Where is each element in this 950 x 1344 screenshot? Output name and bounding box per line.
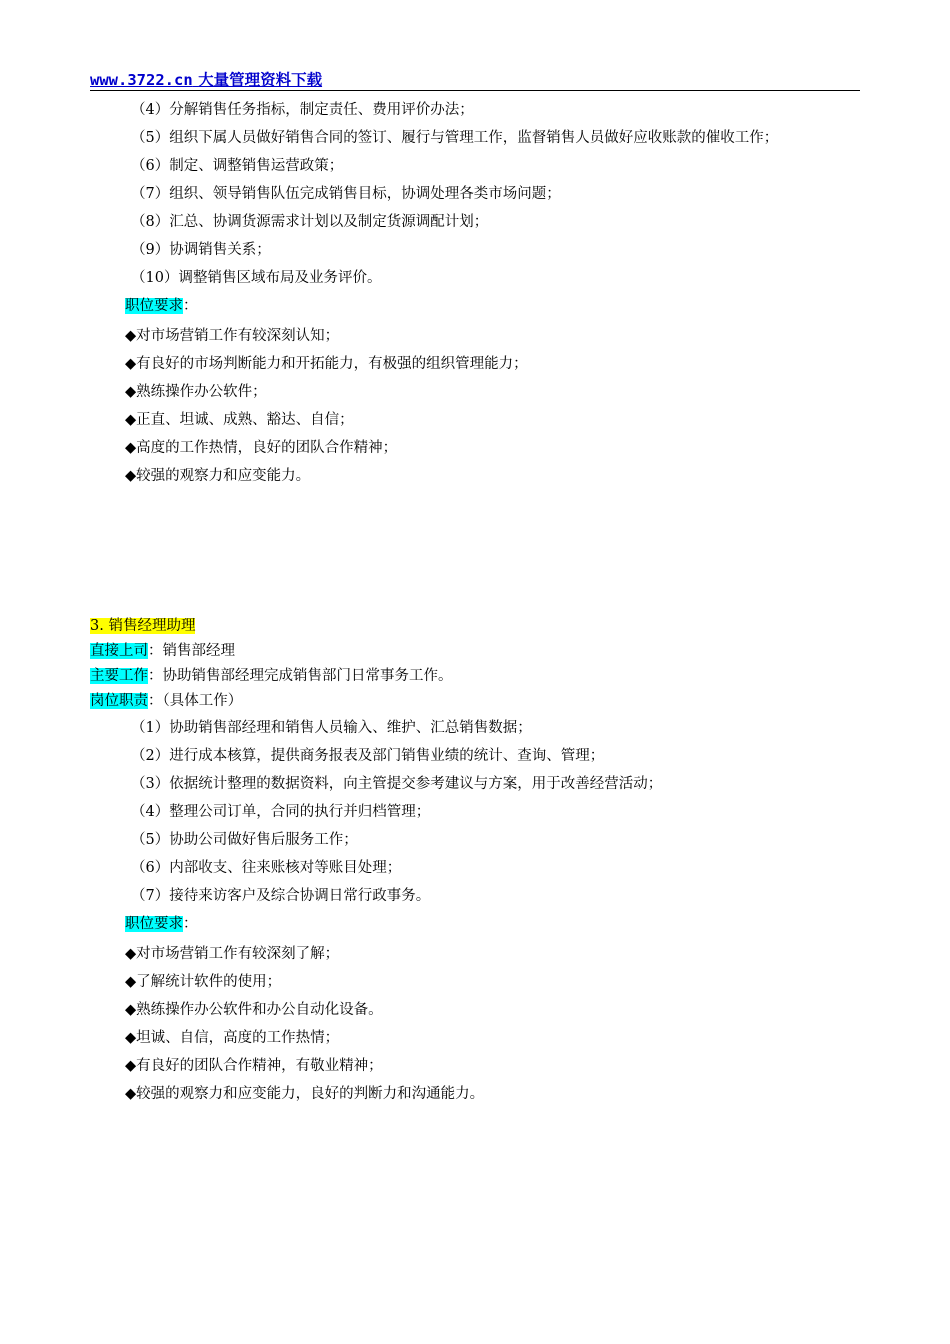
requirement-item: ◆熟练操作办公软件；: [125, 384, 267, 400]
requirement-item: ◆有良好的市场判断能力和开拓能力，有极强的组织管理能力；: [125, 356, 528, 372]
duty-item: （4）分解销售任务指标，制定责任、费用评价办法；: [131, 102, 474, 118]
duty-item: （6）内部收支、往来账核对等账目处理；: [131, 860, 402, 876]
requirements-colon: ：: [183, 298, 198, 314]
requirement-item: ◆较强的观察力和应变能力。: [125, 468, 311, 484]
duty-item: （3）依据统计整理的数据资料，向主管提交参考建议与方案，用于改善经营活动；: [131, 776, 663, 792]
site-link[interactable]: [90, 68, 322, 90]
supervisor-label: 直接上司: [90, 643, 148, 659]
requirement-item: ◆熟练操作办公软件和办公自动化设备。: [125, 1002, 383, 1018]
page-header: [90, 66, 860, 91]
duty-item: （2）进行成本核算，提供商务报表及部门销售业绩的统计、查询、管理；: [131, 748, 605, 764]
duty-item: （5）组织下属人员做好销售合同的签订、履行与管理工作，监督销售人员做好应收账款的催收工作；: [131, 130, 779, 146]
main-work-row: [90, 666, 453, 686]
duty-item: （9）协调销售关系；: [131, 242, 271, 258]
site-tagline[interactable]: 大量管理资料下载: [198, 71, 323, 89]
main-work-value: ：协助销售部经理完成销售部门日常事务工作。: [148, 668, 453, 684]
duty-item: （7）组织、领导销售队伍完成销售目标，协调处理各类市场问题；: [131, 186, 561, 202]
duty-item: （6）制定、调整销售运营政策；: [131, 158, 344, 174]
requirements-label: 职位要求: [125, 298, 183, 314]
duty-item: （7）接待来访客户及综合协调日常行政事务。: [131, 888, 431, 904]
main-work-label: 主要工作: [90, 668, 148, 684]
requirement-item: ◆了解统计软件的使用；: [125, 974, 282, 990]
requirements-heading: [125, 914, 198, 934]
supervisor-value: ：销售部经理: [148, 643, 235, 659]
requirement-item: ◆对市场营销工作有较深刻了解；: [125, 946, 340, 962]
requirements-colon: ：: [183, 916, 198, 932]
duty-value: ：（具体工作）: [148, 693, 243, 709]
duty-label: 岗位职责: [90, 693, 148, 709]
duty-item: （8）汇总、协调货源需求计划以及制定货源调配计划；: [131, 214, 489, 230]
requirement-item: ◆坦诚、自信，高度的工作热情；: [125, 1030, 340, 1046]
requirement-item: ◆对市场营销工作有较深刻认知；: [125, 328, 340, 344]
duty-item: （5）协助公司做好售后服务工作；: [131, 832, 358, 848]
requirements-label: 职位要求: [125, 916, 183, 932]
requirement-item: ◆高度的工作热情，良好的团队合作精神；: [125, 440, 398, 456]
requirement-item: ◆正直、坦诚、成熟、豁达、自信；: [125, 412, 354, 428]
supervisor-row: [90, 641, 235, 661]
duty-item: （1）协助销售部经理和销售人员输入、维护、汇总销售数据；: [131, 720, 532, 736]
duty-row: [90, 691, 242, 711]
requirement-item: ◆较强的观察力和应变能力，良好的判断力和沟通能力。: [125, 1086, 485, 1102]
duty-item: （10）调整销售区域布局及业务评价。: [131, 270, 382, 286]
section-title-text: 3. 销售经理助理: [90, 618, 196, 634]
requirements-heading: [125, 296, 198, 316]
duty-item: （4）整理公司订单，合同的执行并归档管理；: [131, 804, 431, 820]
section-title: [90, 616, 195, 636]
requirement-item: ◆有良好的团队合作精神，有敬业精神；: [125, 1058, 383, 1074]
site-url[interactable]: www.3722.cn: [90, 71, 193, 89]
